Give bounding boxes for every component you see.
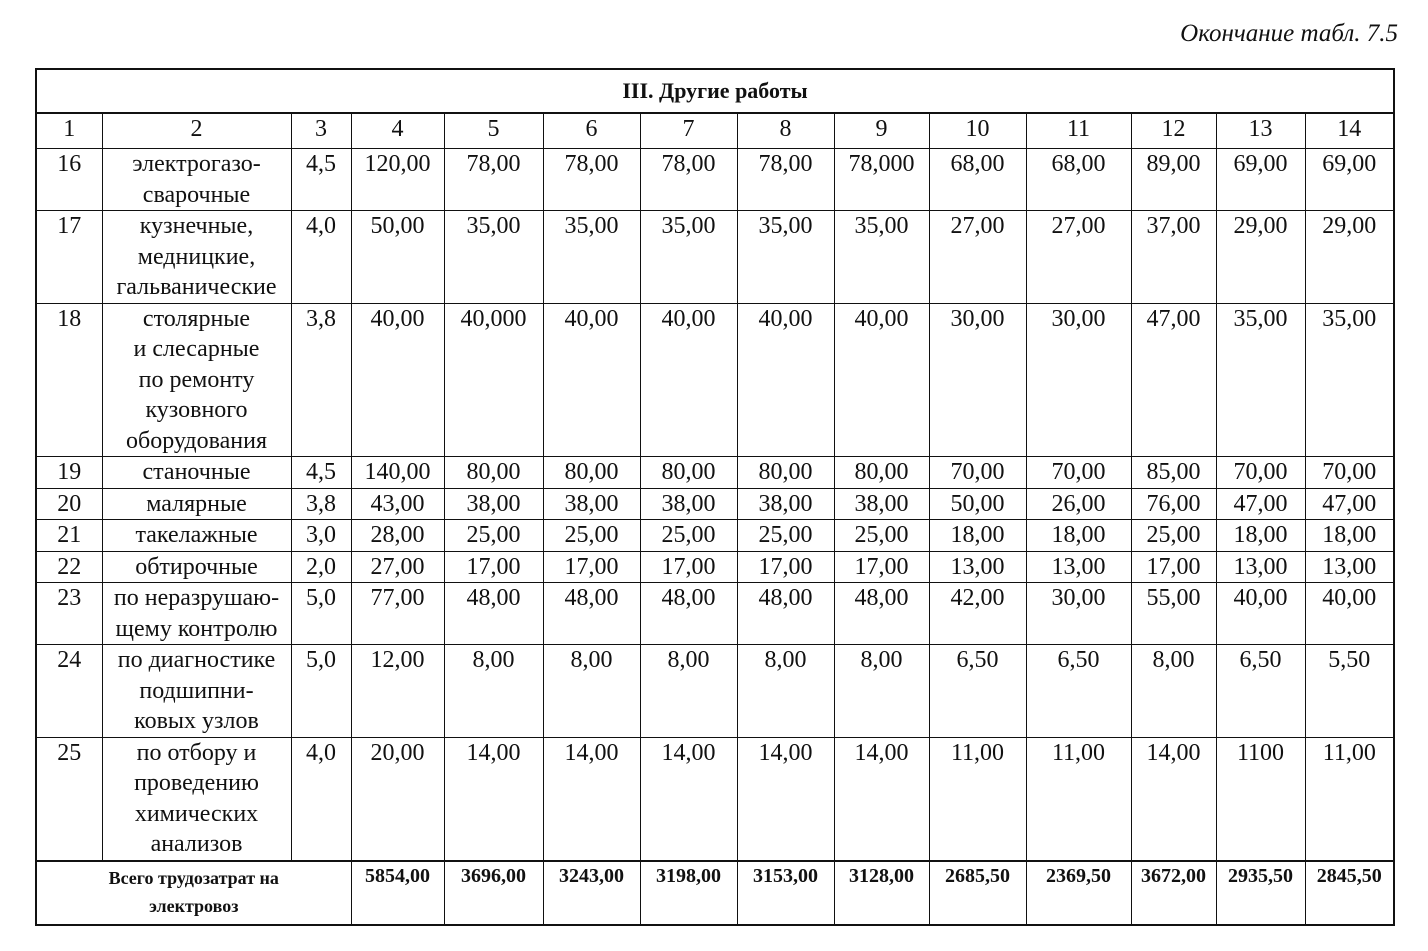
row-number-cell: 21 [36,520,102,552]
value-cell: 85,00 [1131,457,1216,489]
coefficient-cell: 2,0 [291,551,351,583]
column-number-cell: 4 [351,113,444,149]
coefficient-cell: 4,5 [291,149,351,211]
column-number-cell: 1 [36,113,102,149]
value-cell: 17,00 [737,551,834,583]
value-cell: 76,00 [1131,488,1216,520]
value-cell: 70,00 [1026,457,1131,489]
value-cell: 78,00 [737,149,834,211]
section-header-row [36,69,1394,113]
value-cell: 80,00 [543,457,640,489]
column-number-cell: 14 [1305,113,1394,149]
value-cell: 40,000 [444,303,543,457]
value-cell: 80,00 [834,457,929,489]
value-cell: 35,00 [444,211,543,304]
value-cell: 30,00 [1026,303,1131,457]
value-cell: 14,00 [543,737,640,861]
value-cell: 25,00 [834,520,929,552]
column-number-cell: 13 [1216,113,1305,149]
row-number-cell: 20 [36,488,102,520]
coefficient-cell: 5,0 [291,645,351,738]
value-cell: 25,00 [444,520,543,552]
value-cell: 70,00 [1305,457,1394,489]
value-cell: 38,00 [737,488,834,520]
value-cell: 48,00 [640,583,737,645]
value-cell: 43,00 [351,488,444,520]
row-number-cell: 22 [36,551,102,583]
column-number-cell: 10 [929,113,1026,149]
value-cell: 69,00 [1216,149,1305,211]
value-cell: 11,00 [1305,737,1394,861]
column-number-cell: 12 [1131,113,1216,149]
value-cell: 80,00 [640,457,737,489]
value-cell: 13,00 [1305,551,1394,583]
table-row [36,583,1394,645]
work-type-cell: по отбору и проведению химических анализов [102,737,291,861]
value-cell: 1100 [1216,737,1305,861]
table-row [36,211,1394,304]
column-number-cell: 8 [737,113,834,149]
value-cell: 38,00 [834,488,929,520]
row-number-cell: 18 [36,303,102,457]
value-cell: 38,00 [444,488,543,520]
value-cell: 38,00 [543,488,640,520]
value-cell: 14,00 [444,737,543,861]
row-number-cell: 17 [36,211,102,304]
value-cell: 5,50 [1305,645,1394,738]
value-cell: 40,00 [834,303,929,457]
work-type-cell: кузнечные, медницкие, гальванические [102,211,291,304]
table-row [36,737,1394,861]
value-cell: 40,00 [1305,583,1394,645]
value-cell: 8,00 [834,645,929,738]
total-value-cell: 3153,00 [737,861,834,925]
value-cell: 18,00 [929,520,1026,552]
total-label-cell: Всего трудозатрат на электровоз [36,861,351,925]
value-cell: 29,00 [1305,211,1394,304]
value-cell: 17,00 [834,551,929,583]
row-number-cell: 19 [36,457,102,489]
table-row [36,520,1394,552]
value-cell: 30,00 [929,303,1026,457]
value-cell: 68,00 [1026,149,1131,211]
value-cell: 42,00 [929,583,1026,645]
value-cell: 17,00 [640,551,737,583]
value-cell: 78,000 [834,149,929,211]
work-type-cell: по неразрушаю- щему контролю [102,583,291,645]
value-cell: 14,00 [737,737,834,861]
column-number-cell: 5 [444,113,543,149]
total-value-cell: 3243,00 [543,861,640,925]
value-cell: 35,00 [543,211,640,304]
value-cell: 27,00 [929,211,1026,304]
value-cell: 140,00 [351,457,444,489]
value-cell: 25,00 [543,520,640,552]
table-row [36,303,1394,457]
column-number-cell: 11 [1026,113,1131,149]
value-cell: 40,00 [640,303,737,457]
value-cell: 14,00 [834,737,929,861]
value-cell: 6,50 [929,645,1026,738]
value-cell: 47,00 [1305,488,1394,520]
value-cell: 27,00 [351,551,444,583]
total-row [36,861,1394,925]
value-cell: 25,00 [640,520,737,552]
value-cell: 17,00 [543,551,640,583]
value-cell: 11,00 [929,737,1026,861]
value-cell: 78,00 [444,149,543,211]
value-cell: 48,00 [543,583,640,645]
value-cell: 30,00 [1026,583,1131,645]
value-cell: 25,00 [737,520,834,552]
work-type-cell: малярные [102,488,291,520]
value-cell: 48,00 [834,583,929,645]
value-cell: 14,00 [640,737,737,861]
value-cell: 35,00 [737,211,834,304]
total-value-cell: 2685,50 [929,861,1026,925]
value-cell: 25,00 [1131,520,1216,552]
table-continuation-caption: Окончание табл. 7.5 [1180,20,1398,47]
value-cell: 48,00 [737,583,834,645]
value-cell: 8,00 [640,645,737,738]
value-cell: 78,00 [543,149,640,211]
total-value-cell: 2935,50 [1216,861,1305,925]
value-cell: 89,00 [1131,149,1216,211]
value-cell: 12,00 [351,645,444,738]
total-value-cell: 5854,00 [351,861,444,925]
value-cell: 40,00 [1216,583,1305,645]
coefficient-cell: 3,0 [291,520,351,552]
value-cell: 50,00 [351,211,444,304]
value-cell: 17,00 [444,551,543,583]
value-cell: 37,00 [1131,211,1216,304]
row-number-cell: 25 [36,737,102,861]
coefficient-cell: 3,8 [291,488,351,520]
value-cell: 35,00 [1216,303,1305,457]
value-cell: 69,00 [1305,149,1394,211]
total-value-cell: 3696,00 [444,861,543,925]
row-number-cell: 16 [36,149,102,211]
table-row [36,457,1394,489]
value-cell: 70,00 [1216,457,1305,489]
column-number-cell: 6 [543,113,640,149]
coefficient-cell: 5,0 [291,583,351,645]
value-cell: 80,00 [737,457,834,489]
value-cell: 55,00 [1131,583,1216,645]
value-cell: 8,00 [444,645,543,738]
total-value-cell: 3198,00 [640,861,737,925]
value-cell: 78,00 [640,149,737,211]
value-cell: 47,00 [1216,488,1305,520]
value-cell: 40,00 [543,303,640,457]
value-cell: 26,00 [1026,488,1131,520]
table-row [36,551,1394,583]
value-cell: 6,50 [1216,645,1305,738]
value-cell: 35,00 [1305,303,1394,457]
column-number-cell: 9 [834,113,929,149]
value-cell: 40,00 [351,303,444,457]
column-number-cell: 7 [640,113,737,149]
coefficient-cell: 3,8 [291,303,351,457]
value-cell: 13,00 [929,551,1026,583]
value-cell: 35,00 [834,211,929,304]
value-cell: 35,00 [640,211,737,304]
column-number-cell: 2 [102,113,291,149]
value-cell: 120,00 [351,149,444,211]
section-title: III. Другие работы [36,69,1394,113]
value-cell: 8,00 [1131,645,1216,738]
work-type-cell: электрогазо- сварочные [102,149,291,211]
value-cell: 80,00 [444,457,543,489]
value-cell: 18,00 [1216,520,1305,552]
total-value-cell: 3672,00 [1131,861,1216,925]
row-number-cell: 24 [36,645,102,738]
coefficient-cell: 4,0 [291,211,351,304]
value-cell: 29,00 [1216,211,1305,304]
value-cell: 38,00 [640,488,737,520]
table-row [36,645,1394,738]
value-cell: 8,00 [543,645,640,738]
total-value-cell: 3128,00 [834,861,929,925]
labor-costs-table [35,68,1395,926]
work-type-cell: станочные [102,457,291,489]
work-type-cell: такелажные [102,520,291,552]
total-value-cell: 2369,50 [1026,861,1131,925]
value-cell: 8,00 [737,645,834,738]
work-type-cell: столярные и слесарные по ремонту кузовного оборудования [102,303,291,457]
value-cell: 70,00 [929,457,1026,489]
value-cell: 20,00 [351,737,444,861]
coefficient-cell: 4,5 [291,457,351,489]
value-cell: 13,00 [1216,551,1305,583]
row-number-cell: 23 [36,583,102,645]
column-number-row [36,113,1394,149]
value-cell: 40,00 [737,303,834,457]
total-value-cell: 2845,50 [1305,861,1394,925]
value-cell: 48,00 [444,583,543,645]
value-cell: 6,50 [1026,645,1131,738]
value-cell: 47,00 [1131,303,1216,457]
value-cell: 50,00 [929,488,1026,520]
value-cell: 14,00 [1131,737,1216,861]
value-cell: 18,00 [1026,520,1131,552]
value-cell: 28,00 [351,520,444,552]
work-type-cell: по диагностике подшипни- ковых узлов [102,645,291,738]
column-number-cell: 3 [291,113,351,149]
value-cell: 18,00 [1305,520,1394,552]
value-cell: 27,00 [1026,211,1131,304]
value-cell: 68,00 [929,149,1026,211]
table-row [36,488,1394,520]
value-cell: 13,00 [1026,551,1131,583]
value-cell: 77,00 [351,583,444,645]
value-cell: 17,00 [1131,551,1216,583]
table-row [36,149,1394,211]
work-type-cell: обтирочные [102,551,291,583]
value-cell: 11,00 [1026,737,1131,861]
coefficient-cell: 4,0 [291,737,351,861]
